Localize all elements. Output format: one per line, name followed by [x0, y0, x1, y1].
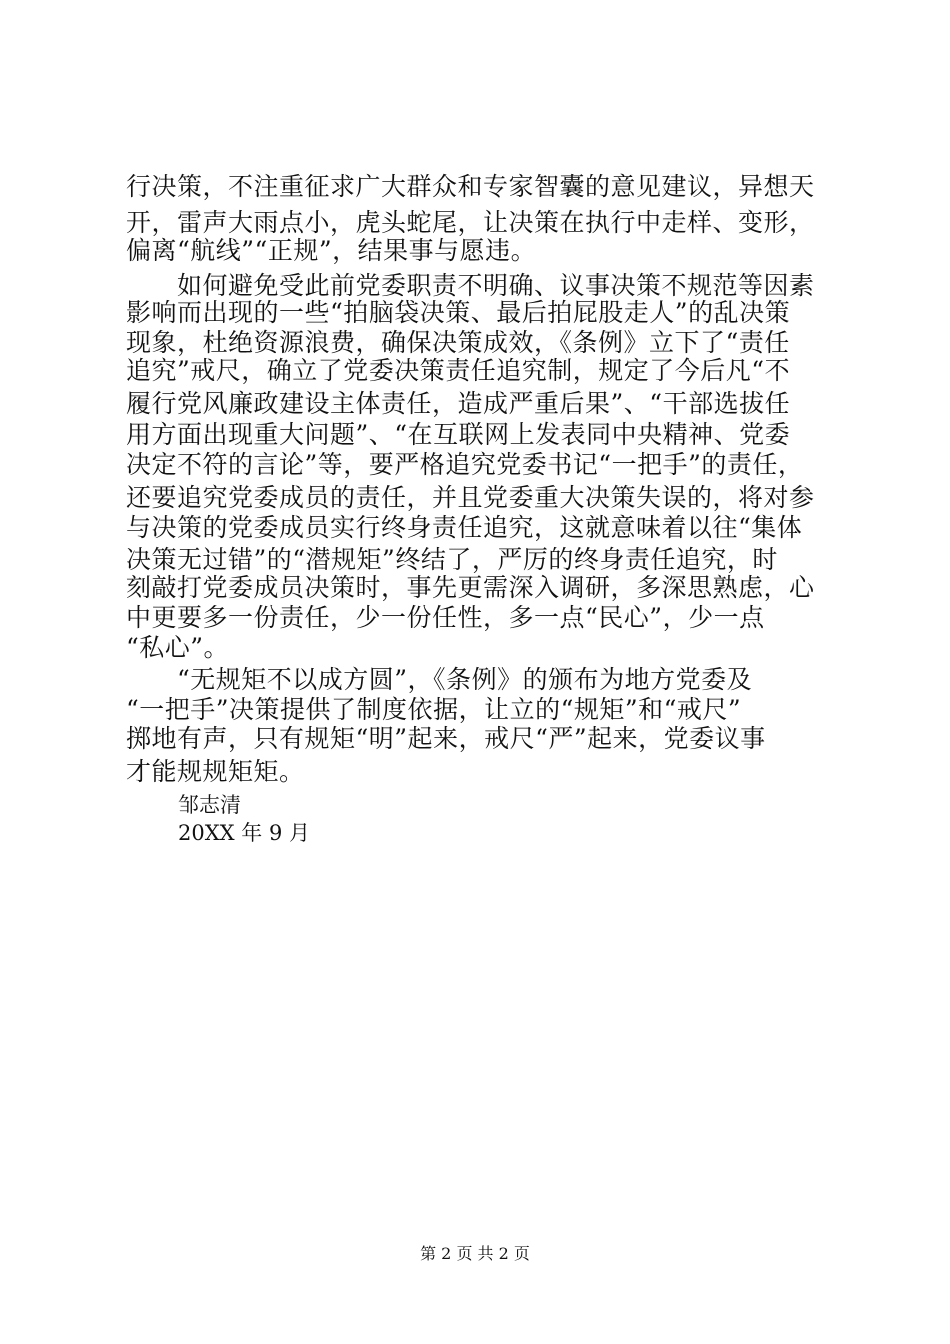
body-line: “无规矩不以成方圆”，《条例》的颁布为地方党委及 [126, 665, 753, 694]
page-number-footer: 第 2 页 共 2 页 [420, 1244, 530, 1263]
body-line: 用方面出现重大问题”、“在互联网上发表同中央精神、党委 [126, 420, 791, 449]
body-line: 中更要多一份责任，少一份任性，多一点“民心”，少一点 [126, 603, 765, 632]
body-line: 行决策，不注重征求广大群众和专家智囊的意见建议，异想天 [126, 172, 815, 201]
body-line: 如何避免受此前党委职责不明确、议事决策不规范等因素 [126, 271, 815, 300]
body-line: 还要追究党委成员的责任，并且党委重大决策失误的，将对参 [126, 483, 815, 512]
body-line: 掷地有声，只有规矩“明”起来，戒尺“严”起来，党委议事 [126, 724, 766, 753]
body-line: 与决策的党委成员实行终身责任追究，这就意味着以往“集体 [126, 513, 803, 542]
author-signature: 邹志清 [178, 793, 241, 817]
document-date: 20XX 年 9 月 [178, 821, 311, 845]
body-line: “私心”。 [126, 633, 230, 662]
body-line: 追究”戒尺，确立了党委决策责任追究制，规定了今后凡“不 [126, 356, 791, 385]
body-line: 履行党风廉政建设主体责任，造成严重后果”、“干部选拔任 [126, 389, 791, 418]
body-line: 开，雷声大雨点小，虎头蛇尾，让决策在执行中走样、变形， [126, 208, 815, 237]
body-line: 决定不符的言论”等，要严格追究党委书记“一把手”的责任， [126, 450, 804, 479]
body-line: 刻敲打党委成员决策时，事先更需深入调研，多深思熟虑，心 [126, 573, 815, 602]
body-line: 影响而出现的一些“拍脑袋决策、最后拍屁股走人”的乱决策 [126, 298, 791, 327]
body-line: 才能规规矩矩。 [126, 757, 305, 786]
body-line: 偏离“航线”“正规”，结果事与愿违。 [126, 236, 537, 265]
body-line: “一把手”决策提供了制度依据，让立的“规矩”和“戒尺” [126, 695, 742, 724]
body-line: 现象，杜绝资源浪费，确保决策成效，《条例》立下了“责任 [126, 328, 790, 357]
body-line: 决策无过错”的“潜规矩”终结了，严厉的终身责任追究，时 [126, 545, 778, 574]
